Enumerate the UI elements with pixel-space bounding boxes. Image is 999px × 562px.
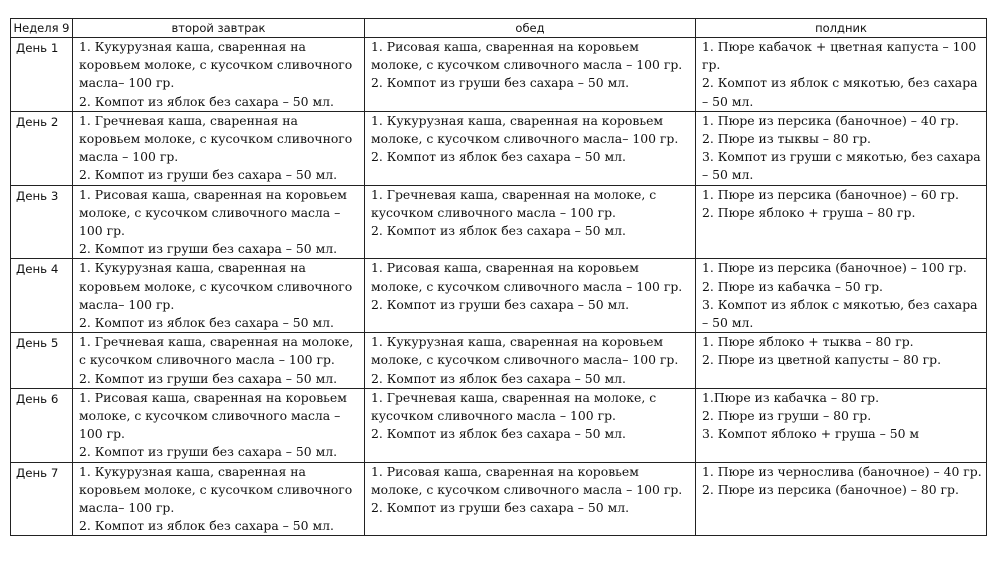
breakfast-item: 1. Гречневая каша, сваренная на коровьем молоке, с кусочком сливочного масла – 100 гр. bbox=[79, 112, 353, 165]
lunch-item: 2. Компот из груши без сахара – 50 мл. bbox=[371, 296, 630, 312]
breakfast-cell bbox=[73, 259, 365, 333]
breakfast-cell bbox=[73, 111, 365, 185]
breakfast-item: 2. Компот из груши без сахара – 50 мл. bbox=[79, 167, 338, 183]
breakfast-item: 1. Кукурузная каша, сваренная на коровьем молоке, с кусочком сливочного масла– 100 гр. bbox=[79, 39, 353, 91]
breakfast-item: 2. Компот из яблок без сахара – 50 мл. bbox=[79, 518, 334, 534]
breakfast-cell bbox=[73, 333, 365, 389]
lunch-item: 1. Кукурузная каша, сваренная на коровьем молоке, с кусочком сливочного масла– 100 гр. bbox=[371, 334, 679, 368]
header-lunch: обед bbox=[365, 19, 696, 38]
snack-item: 1.Пюре из кабачка – 80 гр. bbox=[702, 389, 880, 405]
table-row bbox=[11, 185, 987, 259]
table-row bbox=[11, 259, 987, 333]
table-row bbox=[11, 462, 987, 536]
snack-item: 2. Пюре из кабачка – 50 гр. bbox=[702, 278, 883, 294]
snack-item: 2. Пюре из цветной капусты – 80 гр. bbox=[702, 352, 942, 368]
snack-item: 3. Компот из груши с мякотью, без сахара – 50 мл. bbox=[702, 149, 981, 183]
table-row bbox=[11, 333, 987, 389]
lunch-cell bbox=[365, 38, 696, 112]
table-row bbox=[11, 38, 987, 112]
lunch-item: 2. Компот из груши без сахара – 50 мл. bbox=[371, 75, 630, 91]
snack-item: 3. Компот яблоко + груша – 50 м bbox=[702, 426, 920, 442]
lunch-item: 2. Компот из яблок без сахара – 50 мл. bbox=[371, 223, 626, 239]
lunch-cell bbox=[365, 111, 696, 185]
lunch-item: 2. Компот из яблок без сахара – 50 мл. bbox=[371, 149, 626, 165]
snack-item: 1. Пюре из персика (баночное) – 100 гр. bbox=[702, 260, 967, 276]
breakfast-item: 2. Компот из груши без сахара – 50 мл. bbox=[79, 444, 338, 460]
header-week: Неделя 9 bbox=[11, 19, 73, 38]
breakfast-item: 2. Компот из груши без сахара – 50 мл. bbox=[79, 370, 338, 386]
menu-table bbox=[10, 18, 987, 536]
lunch-item: 2. Компот из яблок без сахара – 50 мл. bbox=[371, 370, 626, 386]
lunch-item: 1. Кукурузная каша, сваренная на коровьем молоке, с кусочком сливочного масла– 100 гр. bbox=[371, 112, 679, 147]
snack-cell bbox=[696, 333, 987, 389]
snack-item: 1. Пюре из персика (баночное) – 40 гр. bbox=[702, 112, 959, 128]
snack-item: 1. Пюре из чернослива (баночное) – 40 гр. bbox=[702, 463, 982, 479]
day-cell: День 6 bbox=[11, 388, 73, 462]
day-cell: День 5 bbox=[11, 333, 73, 389]
snack-item: 2. Пюре яблоко + груша – 80 гр. bbox=[702, 204, 916, 220]
snack-item: 1. Пюре яблоко + тыква – 80 гр. bbox=[702, 334, 914, 350]
snack-item: 2. Компот из яблок с мякотью, без сахара – 50 мл. bbox=[702, 75, 978, 109]
day-cell: День 3 bbox=[11, 185, 73, 259]
snack-item: 2. Пюре из груши – 80 гр. bbox=[702, 408, 872, 424]
breakfast-item: 1. Рисовая каша, сваренная на коровьем молоке, с кусочком сливочного масла – 100 гр. bbox=[79, 389, 347, 442]
lunch-cell bbox=[365, 259, 696, 333]
snack-cell bbox=[696, 185, 987, 259]
header-row bbox=[11, 19, 987, 38]
breakfast-cell bbox=[73, 462, 365, 536]
lunch-cell bbox=[365, 462, 696, 536]
lunch-item: 2. Компот из груши без сахара – 50 мл. bbox=[371, 500, 630, 516]
snack-cell bbox=[696, 259, 987, 333]
snack-cell bbox=[696, 111, 987, 185]
lunch-cell bbox=[365, 388, 696, 462]
day-cell: День 1 bbox=[11, 38, 73, 112]
breakfast-item: 2. Компот из яблок без сахара – 50 мл. bbox=[79, 93, 334, 109]
breakfast-cell bbox=[73, 38, 365, 112]
table-row bbox=[11, 111, 987, 185]
snack-item: 1. Пюре из персика (баночное) – 60 гр. bbox=[702, 186, 959, 202]
lunch-item: 1. Гречневая каша, сваренная на молоке, с кусочком сливочного масла – 100 гр. bbox=[371, 389, 657, 424]
header-breakfast: второй завтрак bbox=[73, 19, 365, 38]
snack-cell bbox=[696, 388, 987, 462]
breakfast-item: 1. Рисовая каша, сваренная на коровьем молоке, с кусочком сливочного масла – 100 гр. bbox=[79, 186, 347, 239]
lunch-item: 1. Рисовая каша, сваренная на коровьем молоке, с кусочком сливочного масла – 100 гр. bbox=[371, 39, 683, 73]
snack-item: 3. Компот из яблок с мякотью, без сахара – 50 мл. bbox=[702, 296, 978, 331]
menu-body bbox=[11, 38, 987, 536]
breakfast-item: 2. Компот из груши без сахара – 50 мл. bbox=[79, 241, 338, 257]
breakfast-item: 2. Компот из яблок без сахара – 50 мл. bbox=[79, 315, 334, 331]
snack-cell bbox=[696, 38, 987, 112]
lunch-item: 1. Рисовая каша, сваренная на коровьем молоке, с кусочком сливочного масла – 100 гр. bbox=[371, 463, 683, 497]
snack-item: 1. Пюре кабачок + цветная капуста – 100 гр. bbox=[702, 39, 977, 73]
lunch-item: 1. Гречневая каша, сваренная на молоке, с кусочком сливочного масла – 100 гр. bbox=[371, 186, 657, 220]
snack-item: 2. Пюре из тыквы – 80 гр. bbox=[702, 131, 871, 147]
snack-item: 2. Пюре из персика (баночное) – 80 гр. bbox=[702, 481, 959, 497]
breakfast-cell bbox=[73, 388, 365, 462]
breakfast-item: 1. Кукурузная каша, сваренная на коровьем молоке, с кусочком сливочного масла– 100 гр. bbox=[79, 260, 353, 312]
breakfast-item: 1. Кукурузная каша, сваренная на коровьем молоке, с кусочком сливочного масла– 100 гр. bbox=[79, 463, 353, 516]
day-cell: День 7 bbox=[11, 462, 73, 536]
lunch-cell bbox=[365, 333, 696, 389]
day-cell: День 4 bbox=[11, 259, 73, 333]
lunch-cell bbox=[365, 185, 696, 259]
table-row bbox=[11, 388, 987, 462]
day-cell: День 2 bbox=[11, 111, 73, 185]
lunch-item: 2. Компот из яблок без сахара – 50 мл. bbox=[371, 426, 626, 442]
header-snack: полдник bbox=[696, 19, 987, 38]
lunch-item: 1. Рисовая каша, сваренная на коровьем молоке, с кусочком сливочного масла – 100 гр. bbox=[371, 260, 683, 294]
breakfast-item: 1. Гречневая каша, сваренная на молоке, с кусочком сливочного масла – 100 гр. bbox=[79, 334, 354, 368]
breakfast-cell bbox=[73, 185, 365, 259]
snack-cell bbox=[696, 462, 987, 536]
